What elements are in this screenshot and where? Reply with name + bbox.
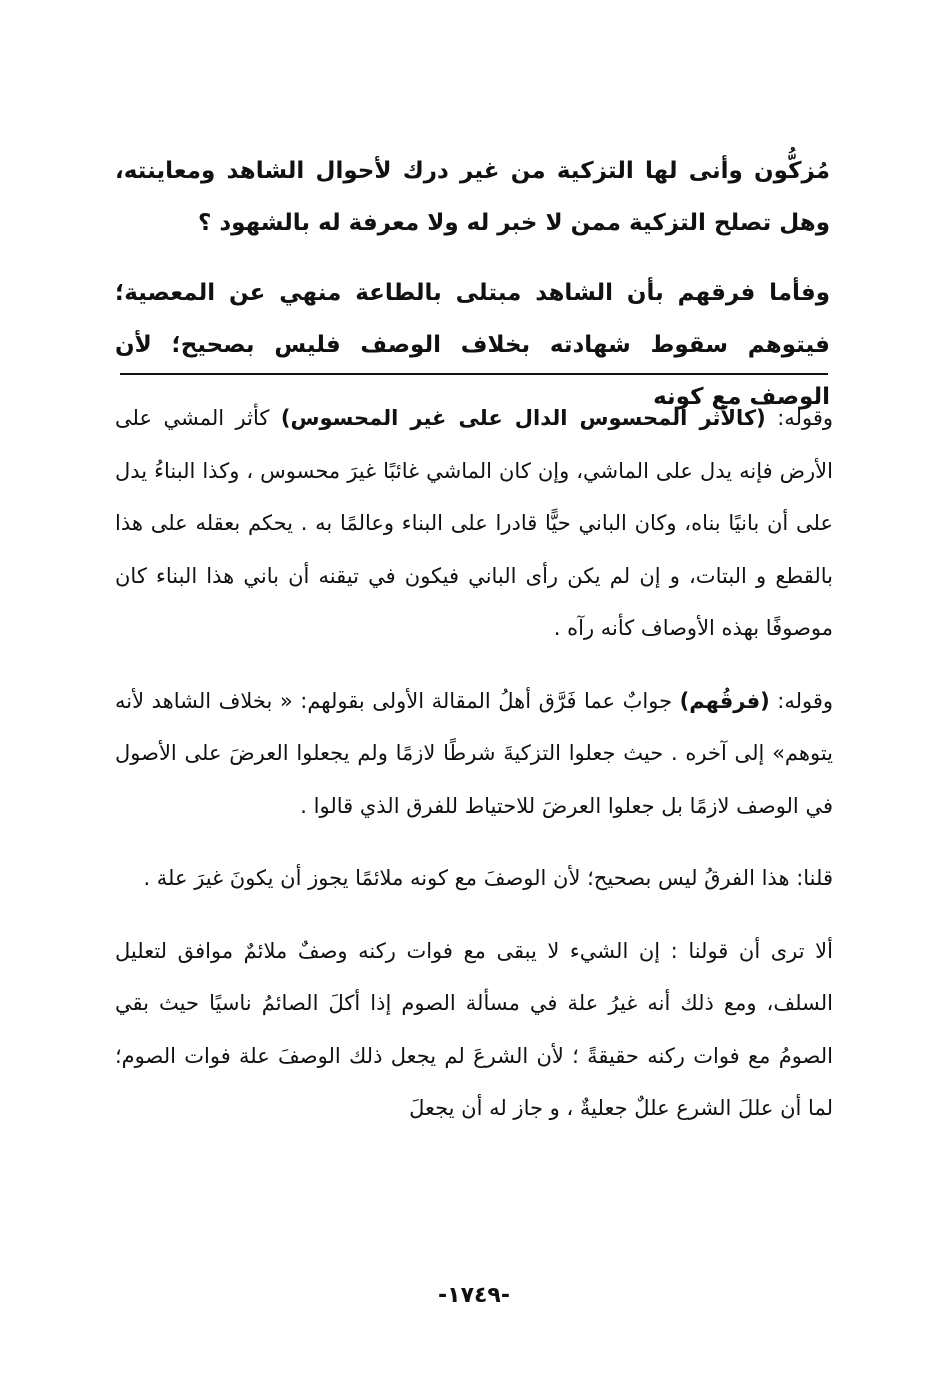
commentary-1-quote: (كالأثر المحسوس الدال على غير المحسوس) [280, 406, 766, 430]
commentary-1-text: كأثر المشي على الأرض فإنه يدل على الماشي، وإن كان الماشي غائبًا غيرَ محسوس ، وكذا البناءُ يدل على أن بانيًا بناه، وكان الباني حيًّا قادرا على البناء وعالمًا به . يحكم بعقله على هذا بالقطع و البتات، و إن لم يكن رأى الباني فيكون في تيقنه أن باني هذا البناء كان موصوفًا بهذه الأوصاف كأنه رآه . [115, 406, 833, 640]
commentary-2-text: جوابٌ عما فَرَّق أهلُ المقالة الأولى بقولهم: « بخلاف الشاهد لأنه يتوهم» إلى آخره . حيث جعلوا التزكيةَ شرطًا لازمًا ولم يجعلوا العرضَ على الأصول في الوصف لازمًا بل جعلوا العرضَ للاحتياط للفرق الذي قالوا . [115, 688, 833, 818]
commentary-2-prefix: وقوله: [769, 688, 834, 713]
footnote-divider [120, 373, 828, 375]
page-number: -١٧٤٩- [438, 1283, 510, 1308]
commentary-paragraph-2 [115, 675, 833, 833]
commentary-paragraph-3: قلنا: هذا الفرقُ ليس بصحيح؛ لأن الوصفَ مع كونه ملائمًا يجوز أن يكونَ غيرَ علة . [143, 866, 833, 890]
main-paragraph-2: وفأما فرقهم بأن الشاهد مبتلى بالطاعة منهي عن المعصية؛ فيتوهم سقوط شهادته بخلاف الوصف فليس بصحيح؛ لأن الوصف مع كونه [115, 280, 830, 410]
commentary-paragraph-1 [115, 392, 833, 655]
main-paragraph-1: مُزكُّون وأنى لها التزكية من غير درك لأحوال الشاهد ومعاينته، وهل تصلح التزكية ممن لا خبر له ولا معرفة له بالشهود ؟ [115, 158, 830, 236]
commentary-2-quote: (فرقُهم) [679, 688, 770, 713]
commentary-1-prefix: وقوله: [765, 406, 833, 430]
commentary-paragraph-4: ألا ترى أن قولنا : إن الشيء لا يبقى مع فوات ركنه وصفٌ ملائمٌ موافق لتعليل السلف، ومع ذلك أنه غيرُ علة في مسألة الصوم إذا أكلَ الصائمُ ناسيًا حيث بقي الصومُ مع فوات ركنه حقيقةً ؛ لأن الشرعَ لم يجعل ذلك الوصفَ علة فوات الصوم؛ لما أن عللَ الشرع عللٌ جعليةٌ ، و جاز له أن يجعلَ [115, 938, 833, 1120]
commentary-block [115, 392, 833, 1155]
